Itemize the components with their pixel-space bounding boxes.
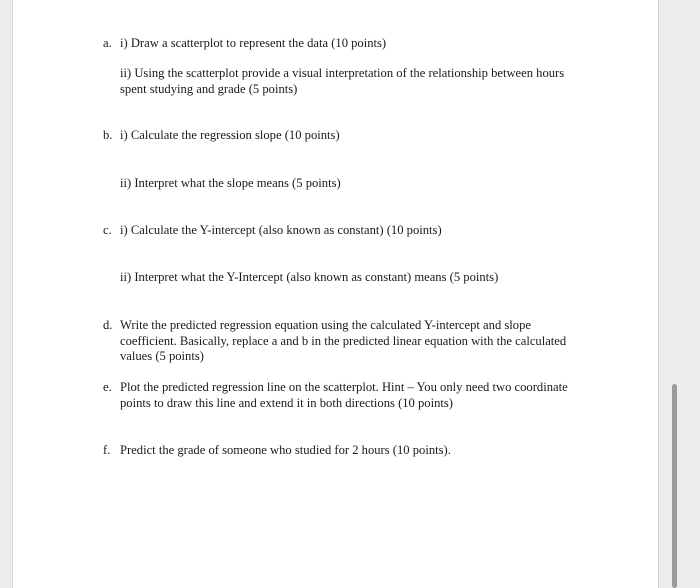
vertical-scrollbar[interactable] (672, 384, 677, 588)
question-d-letter: d. (103, 318, 113, 332)
question-a-part-i: i) Draw a scatterplot to represent the data (10 points) (120, 36, 387, 50)
question-a-letter: a. (103, 36, 112, 50)
question-f-text: Predict the grade of someone who studied for 2 hours (10 points). (120, 443, 451, 457)
question-c-part-ii: ii) Interpret what the Y-Intercept (also known as constant) means (5 points) (120, 270, 499, 284)
question-b-part-i: i) Calculate the regression slope (10 points) (120, 128, 340, 142)
question-e-letter: e. (103, 380, 112, 394)
question-b-letter: b. (103, 128, 113, 142)
question-c-letter: c. (103, 223, 112, 237)
question-e-text: Plot the predicted regression line on the scatterplot. Hint – You only need two coordinate points to draw this line and extend it in both directions (10 points) (120, 380, 568, 410)
right-gutter (658, 0, 700, 588)
question-c-part-i: i) Calculate the Y-intercept (also known as constant) (10 points) (120, 223, 442, 237)
question-a-part-ii: ii) Using the scatterplot provide a visual interpretation of the relationship between hours spent studying and grade (5 points) (120, 66, 565, 96)
left-gutter (0, 0, 13, 588)
question-d-text: Write the predicted regression equation using the calculated Y-intercept and slope coefficient. Basically, replace a and b in the predicted linear equation with the calculated values (5 points) (120, 318, 567, 364)
question-f-letter: f. (103, 443, 111, 457)
question-b-part-ii: ii) Interpret what the slope means (5 points) (120, 176, 341, 190)
